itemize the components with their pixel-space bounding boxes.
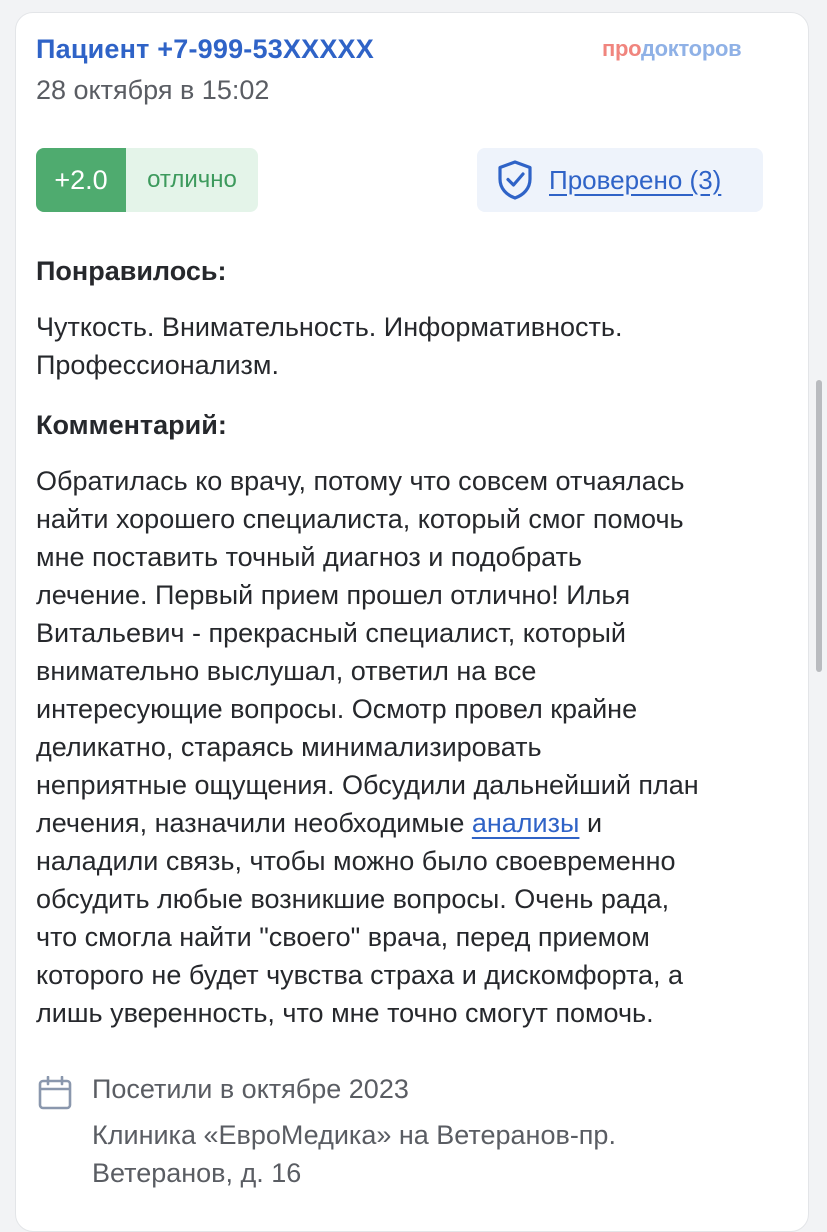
comment-line: наладили связь, чтобы можно было своевременно bbox=[36, 846, 676, 876]
comment-text-after-link: и bbox=[579, 808, 603, 838]
clinic-address-line1: Клиника «ЕвроМедика» на Ветеранов-пр. bbox=[92, 1120, 616, 1150]
liked-title: Понравилось: bbox=[36, 256, 227, 286]
visit-date: Посетили в октябре 2023 bbox=[92, 1074, 409, 1104]
comment-line: лишь уверенность, что мне точно смогут помочь. bbox=[36, 998, 654, 1028]
liked-line: Профессионализм. bbox=[36, 350, 279, 380]
liked-text bbox=[36, 308, 776, 384]
patient-name[interactable]: Пациент +7-999-53XXXXX bbox=[36, 34, 374, 64]
comment-line: интересующие вопросы. Осмотр провел крайне bbox=[36, 694, 638, 724]
comment-title: Комментарий: bbox=[36, 410, 227, 440]
logo-part-doktorov: докторов bbox=[640, 36, 742, 61]
rating-value: +2.0 bbox=[36, 148, 126, 212]
comment-text bbox=[36, 462, 776, 1032]
review-date: 28 октября в 15:02 bbox=[36, 75, 270, 105]
comment-text-before-link: лечения, назначили необходимые bbox=[36, 808, 472, 838]
calendar-icon bbox=[38, 1076, 72, 1110]
liked-line: Чуткость. Внимательность. Информативность. bbox=[36, 312, 623, 342]
shield-check-icon bbox=[497, 160, 533, 200]
comment-line: неприятные ощущения. Обсудили дальнейший план bbox=[36, 770, 699, 800]
logo-part-pro: про bbox=[602, 36, 641, 61]
comment-line: мне поставить точный диагноз и подобрать bbox=[36, 542, 582, 572]
comment-line: Обратилась ко врачу, потому что совсем отчаялась bbox=[36, 466, 685, 496]
rating-label: отлично bbox=[126, 148, 258, 212]
comment-line: обсудить любые возникшие вопросы. Очень рада, bbox=[36, 884, 670, 914]
comment-line: внимательно выслушал, ответил на все bbox=[36, 656, 537, 686]
rating-badge bbox=[36, 148, 258, 212]
comment-line: деликатно, стараясь минимализировать bbox=[36, 732, 542, 762]
verified-label[interactable]: Проверено (3) bbox=[549, 164, 722, 195]
comment-line: Витальевич - прекрасный специалист, который bbox=[36, 618, 626, 648]
comment-line-with-link bbox=[36, 804, 776, 842]
prodoctorov-logo bbox=[602, 36, 741, 62]
comment-line: которого не будет чувства страха и дискомфорта, а bbox=[36, 960, 684, 990]
analyses-link[interactable]: анализы bbox=[471, 808, 580, 838]
comment-line: найти хорошего специалиста, который смог помочь bbox=[36, 504, 684, 534]
comment-line: лечение. Первый прием прошел отлично! Илья bbox=[36, 580, 631, 610]
clinic-address-line2: Ветеранов, д. 16 bbox=[92, 1158, 302, 1188]
verified-button[interactable] bbox=[477, 148, 763, 212]
comment-line: что смогла найти "своего" врача, перед приемом bbox=[36, 922, 650, 952]
scrollbar[interactable] bbox=[816, 380, 822, 672]
